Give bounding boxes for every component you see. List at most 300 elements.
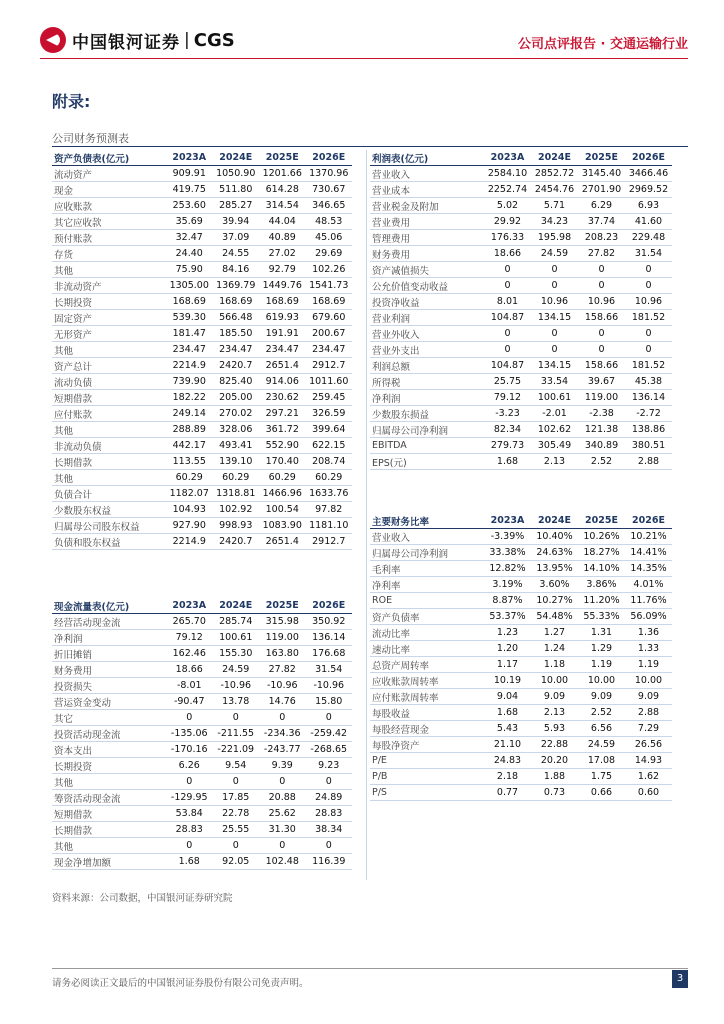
- table-row: [370, 166, 672, 182]
- value-cell: 2.13: [531, 705, 578, 721]
- value-cell: 4.01%: [625, 577, 672, 593]
- value-cell: 168.69: [213, 294, 260, 310]
- year-header-cell: 2024E: [213, 598, 260, 614]
- page-header: [0, 0, 724, 60]
- value-cell: 13.95%: [531, 561, 578, 577]
- logo-mark-icon: [40, 27, 66, 53]
- value-cell: 45.06: [306, 230, 353, 246]
- value-cell: 185.50: [213, 326, 260, 342]
- row-label-cell: 经营活动现金流: [52, 614, 166, 630]
- value-cell: 60.29: [213, 470, 260, 486]
- value-cell: 119.00: [259, 630, 306, 646]
- table-row: [52, 454, 352, 470]
- row-label-cell: 筹资活动现金流: [52, 790, 166, 806]
- value-cell: 0: [484, 326, 531, 342]
- table-row: [370, 785, 672, 801]
- row-label-cell: 资产负债率: [370, 609, 484, 625]
- value-cell: 79.12: [166, 630, 213, 646]
- value-cell: -243.77: [259, 742, 306, 758]
- row-label-cell: EPS(元): [370, 454, 484, 470]
- value-cell: 0: [166, 774, 213, 790]
- appendix-title: 附录:: [52, 92, 91, 111]
- value-cell: 1466.96: [259, 486, 306, 502]
- value-cell: 0: [625, 326, 672, 342]
- row-label-cell: 少数股东权益: [52, 502, 166, 518]
- value-cell: 234.47: [166, 342, 213, 358]
- row-label-cell: 其他: [52, 262, 166, 278]
- value-cell: 102.62: [531, 422, 578, 438]
- row-label-cell: 其他: [52, 774, 166, 790]
- value-cell: 191.91: [259, 326, 306, 342]
- value-cell: 181.47: [166, 326, 213, 342]
- table-row: [52, 262, 352, 278]
- value-cell: 0: [166, 710, 213, 726]
- value-cell: 0: [625, 278, 672, 294]
- value-cell: 285.74: [213, 614, 260, 630]
- table-row: [370, 769, 672, 785]
- value-cell: 155.30: [213, 646, 260, 662]
- value-cell: 24.59: [578, 737, 625, 753]
- value-cell: 5.71: [531, 198, 578, 214]
- row-label-cell: 存货: [52, 246, 166, 262]
- row-label-cell: P/B: [370, 769, 484, 785]
- table-header-row: [370, 150, 672, 166]
- value-cell: 340.89: [578, 438, 625, 454]
- value-cell: 1.31: [578, 625, 625, 641]
- value-cell: 37.74: [578, 214, 625, 230]
- row-label-cell: 负债合计: [52, 486, 166, 502]
- value-cell: 39.94: [213, 214, 260, 230]
- value-cell: 0: [484, 278, 531, 294]
- table-row: [370, 529, 672, 545]
- row-label-cell: P/S: [370, 785, 484, 801]
- value-cell: 10.96: [531, 294, 578, 310]
- value-cell: 24.83: [484, 753, 531, 769]
- year-header-cell: 2024E: [531, 513, 578, 529]
- value-cell: 622.15: [306, 438, 353, 454]
- row-label-cell: 长期借款: [52, 454, 166, 470]
- value-cell: 1201.66: [259, 166, 306, 182]
- value-cell: 0: [625, 262, 672, 278]
- value-cell: 0: [531, 278, 578, 294]
- row-label-cell: 归属母公司净利润: [370, 422, 484, 438]
- row-label-cell: ROE: [370, 593, 484, 609]
- value-cell: -3.23: [484, 406, 531, 422]
- table-row: [370, 278, 672, 294]
- value-cell: 97.82: [306, 502, 353, 518]
- value-cell: 2912.7: [306, 358, 353, 374]
- value-cell: 14.10%: [578, 561, 625, 577]
- year-header-cell: 2023A: [166, 150, 213, 166]
- value-cell: -10.96: [306, 678, 353, 694]
- value-cell: 10.00: [578, 673, 625, 689]
- value-cell: 27.82: [259, 662, 306, 678]
- value-cell: 82.34: [484, 422, 531, 438]
- value-cell: 2912.7: [306, 534, 353, 550]
- value-cell: 998.93: [213, 518, 260, 534]
- year-header-cell: 2025E: [578, 150, 625, 166]
- row-label-cell: 其他: [52, 422, 166, 438]
- value-cell: 121.38: [578, 422, 625, 438]
- row-label-cell: 短期借款: [52, 390, 166, 406]
- value-cell: 24.59: [213, 662, 260, 678]
- value-cell: 24.40: [166, 246, 213, 262]
- value-cell: -10.96: [259, 678, 306, 694]
- table-row: [370, 422, 672, 438]
- row-label-cell: 其它应收款: [52, 214, 166, 230]
- table-row: [370, 673, 672, 689]
- value-cell: 116.39: [306, 854, 353, 870]
- table-header-row: [52, 598, 352, 614]
- value-cell: 25.55: [213, 822, 260, 838]
- row-label-cell: 现金净增加额: [52, 854, 166, 870]
- value-cell: 10.27%: [531, 593, 578, 609]
- value-cell: 825.40: [213, 374, 260, 390]
- value-cell: 53.37%: [484, 609, 531, 625]
- table-row: [52, 838, 352, 854]
- row-label-cell: 非流动负债: [52, 438, 166, 454]
- value-cell: 158.66: [578, 358, 625, 374]
- value-cell: 380.51: [625, 438, 672, 454]
- value-cell: 739.90: [166, 374, 213, 390]
- table-row: [52, 758, 352, 774]
- row-label-cell: 投资净收益: [370, 294, 484, 310]
- value-cell: 75.90: [166, 262, 213, 278]
- value-cell: 1318.81: [213, 486, 260, 502]
- table-row: [370, 406, 672, 422]
- value-cell: 234.47: [213, 342, 260, 358]
- value-cell: 24.55: [213, 246, 260, 262]
- table-row: [370, 454, 672, 470]
- value-cell: 259.45: [306, 390, 353, 406]
- value-cell: 34.23: [531, 214, 578, 230]
- value-cell: -8.01: [166, 678, 213, 694]
- value-cell: 2.88: [625, 454, 672, 470]
- value-cell: 3466.46: [625, 166, 672, 182]
- row-label-cell: 毛利率: [370, 561, 484, 577]
- value-cell: 0.60: [625, 785, 672, 801]
- value-cell: 539.30: [166, 310, 213, 326]
- value-cell: 9.39: [259, 758, 306, 774]
- value-cell: 5.02: [484, 198, 531, 214]
- value-cell: 1633.76: [306, 486, 353, 502]
- table-row: [52, 214, 352, 230]
- table-title-cell: 主要财务比率: [370, 513, 484, 529]
- table-row: [370, 753, 672, 769]
- value-cell: 1.68: [166, 854, 213, 870]
- value-cell: 33.54: [531, 374, 578, 390]
- table-row: [52, 806, 352, 822]
- disclaimer-footer: 请务必阅读正文最后的中国银河证券股份有限公司免责声明。: [52, 978, 309, 989]
- value-cell: 0: [578, 342, 625, 358]
- table-row: [52, 726, 352, 742]
- value-cell: 102.48: [259, 854, 306, 870]
- table-row: [52, 294, 352, 310]
- cash-flow-table: [52, 598, 352, 870]
- table-row: [52, 358, 352, 374]
- table-row: [52, 774, 352, 790]
- value-cell: 56.09%: [625, 609, 672, 625]
- value-cell: 399.64: [306, 422, 353, 438]
- source-note: 资料来源：公司数据，中国银河证券研究院: [52, 893, 233, 904]
- value-cell: 181.52: [625, 310, 672, 326]
- value-cell: 2651.4: [259, 534, 306, 550]
- row-label-cell: 负债和股东权益: [52, 534, 166, 550]
- value-cell: 31.30: [259, 822, 306, 838]
- value-cell: 927.90: [166, 518, 213, 534]
- value-cell: 0: [531, 342, 578, 358]
- table-row: [52, 502, 352, 518]
- table-row: [52, 822, 352, 838]
- row-label-cell: 资产总计: [52, 358, 166, 374]
- value-cell: 234.47: [259, 342, 306, 358]
- report-category: 公司点评报告 · 交通运输行业: [518, 37, 688, 52]
- value-cell: 25.62: [259, 806, 306, 822]
- table-row: [370, 342, 672, 358]
- value-cell: 17.08: [578, 753, 625, 769]
- value-cell: -170.16: [166, 742, 213, 758]
- value-cell: 136.14: [306, 630, 353, 646]
- value-cell: 1.68: [484, 705, 531, 721]
- value-cell: 40.89: [259, 230, 306, 246]
- year-header-cell: 2026E: [306, 150, 353, 166]
- row-label-cell: 投资活动现金流: [52, 726, 166, 742]
- table-row: [52, 790, 352, 806]
- balance-sheet-table: [52, 150, 352, 550]
- value-cell: 10.26%: [578, 529, 625, 545]
- row-label-cell: 流动资产: [52, 166, 166, 182]
- table-row: [52, 534, 352, 550]
- row-label-cell: 营业税金及附加: [370, 198, 484, 214]
- table-row: [52, 646, 352, 662]
- table-header-row: [52, 150, 352, 166]
- value-cell: 0: [306, 838, 353, 854]
- value-cell: 2969.52: [625, 182, 672, 198]
- value-cell: -135.06: [166, 726, 213, 742]
- value-cell: 37.09: [213, 230, 260, 246]
- year-header-cell: 2025E: [259, 150, 306, 166]
- table-row: [52, 486, 352, 502]
- header-divider: [40, 58, 688, 59]
- table-title-cell: 现金流量表(亿元): [52, 598, 166, 614]
- value-cell: 730.67: [306, 182, 353, 198]
- table-row: [370, 737, 672, 753]
- row-label-cell: 营业收入: [370, 529, 484, 545]
- value-cell: -211.55: [213, 726, 260, 742]
- table-row: [52, 182, 352, 198]
- table-row: [370, 721, 672, 737]
- value-cell: 8.01: [484, 294, 531, 310]
- table-row: [52, 342, 352, 358]
- row-label-cell: 长期借款: [52, 822, 166, 838]
- logo-text: 中国银河证券: [72, 32, 180, 53]
- table-row: [370, 561, 672, 577]
- value-cell: 619.93: [259, 310, 306, 326]
- value-cell: 38.34: [306, 822, 353, 838]
- value-cell: 48.53: [306, 214, 353, 230]
- table-row: [370, 310, 672, 326]
- row-label-cell: 折旧摊销: [52, 646, 166, 662]
- value-cell: 0: [484, 342, 531, 358]
- value-cell: 229.48: [625, 230, 672, 246]
- row-label-cell: 净利润: [52, 630, 166, 646]
- value-cell: 20.20: [531, 753, 578, 769]
- value-cell: 100.54: [259, 502, 306, 518]
- value-cell: 2252.74: [484, 182, 531, 198]
- value-cell: 60.29: [306, 470, 353, 486]
- value-cell: 168.69: [259, 294, 306, 310]
- value-cell: 134.15: [531, 358, 578, 374]
- year-header-cell: 2023A: [484, 150, 531, 166]
- value-cell: 176.68: [306, 646, 353, 662]
- value-cell: 279.73: [484, 438, 531, 454]
- value-cell: 326.59: [306, 406, 353, 422]
- value-cell: 11.76%: [625, 593, 672, 609]
- value-cell: 18.66: [166, 662, 213, 678]
- value-cell: 6.56: [578, 721, 625, 737]
- value-cell: 914.06: [259, 374, 306, 390]
- financial-ratios-table: [370, 513, 672, 801]
- value-cell: -259.42: [306, 726, 353, 742]
- value-cell: -10.96: [213, 678, 260, 694]
- row-label-cell: 速动比率: [370, 641, 484, 657]
- value-cell: 1083.90: [259, 518, 306, 534]
- value-cell: 0: [259, 838, 306, 854]
- table-row: [52, 678, 352, 694]
- table-row: [52, 470, 352, 486]
- value-cell: 5.43: [484, 721, 531, 737]
- value-cell: 10.96: [578, 294, 625, 310]
- value-cell: 1369.79: [213, 278, 260, 294]
- value-cell: 253.60: [166, 198, 213, 214]
- value-cell: 28.83: [306, 806, 353, 822]
- value-cell: 2.88: [625, 705, 672, 721]
- row-label-cell: 流动比率: [370, 625, 484, 641]
- table-row: [370, 609, 672, 625]
- value-cell: -90.47: [166, 694, 213, 710]
- value-cell: 1.68: [484, 454, 531, 470]
- value-cell: 41.60: [625, 214, 672, 230]
- year-header-cell: 2026E: [306, 598, 353, 614]
- value-cell: 12.82%: [484, 561, 531, 577]
- value-cell: 102.92: [213, 502, 260, 518]
- value-cell: 614.28: [259, 182, 306, 198]
- row-label-cell: 其他: [52, 342, 166, 358]
- value-cell: 54.48%: [531, 609, 578, 625]
- value-cell: 27.82: [578, 246, 625, 262]
- value-cell: 10.96: [625, 294, 672, 310]
- table-row: [370, 689, 672, 705]
- value-cell: 195.98: [531, 230, 578, 246]
- row-label-cell: 其他: [52, 838, 166, 854]
- table-subtitle: 公司财务预测表: [52, 132, 129, 145]
- value-cell: 0: [578, 278, 625, 294]
- value-cell: 2.52: [578, 705, 625, 721]
- row-label-cell: 资本支出: [52, 742, 166, 758]
- value-cell: 2701.90: [578, 182, 625, 198]
- value-cell: 33.38%: [484, 545, 531, 561]
- value-cell: -268.65: [306, 742, 353, 758]
- table-row: [370, 390, 672, 406]
- row-label-cell: 其它: [52, 710, 166, 726]
- row-label-cell: 无形资产: [52, 326, 166, 342]
- value-cell: 10.00: [625, 673, 672, 689]
- value-cell: 5.93: [531, 721, 578, 737]
- row-label-cell: 财务费用: [52, 662, 166, 678]
- value-cell: 0: [166, 838, 213, 854]
- table-row: [370, 294, 672, 310]
- value-cell: 18.27%: [578, 545, 625, 561]
- table-row: [370, 326, 672, 342]
- value-cell: 0.66: [578, 785, 625, 801]
- row-label-cell: 长期投资: [52, 758, 166, 774]
- table-row: [52, 406, 352, 422]
- value-cell: 79.12: [484, 390, 531, 406]
- row-label-cell: 流动负债: [52, 374, 166, 390]
- value-cell: -221.09: [213, 742, 260, 758]
- value-cell: 22.78: [213, 806, 260, 822]
- value-cell: 104.87: [484, 310, 531, 326]
- value-cell: 35.69: [166, 214, 213, 230]
- value-cell: 0: [484, 262, 531, 278]
- value-cell: 176.33: [484, 230, 531, 246]
- value-cell: 1.29: [578, 641, 625, 657]
- year-header-cell: 2025E: [578, 513, 625, 529]
- value-cell: 0: [531, 326, 578, 342]
- value-cell: 9.09: [531, 689, 578, 705]
- value-cell: 346.65: [306, 198, 353, 214]
- value-cell: 3145.40: [578, 166, 625, 182]
- value-cell: 24.59: [531, 246, 578, 262]
- row-label-cell: 其他: [52, 470, 166, 486]
- value-cell: 45.38: [625, 374, 672, 390]
- value-cell: 1.36: [625, 625, 672, 641]
- row-label-cell: 少数股东损益: [370, 406, 484, 422]
- row-label-cell: 营业成本: [370, 182, 484, 198]
- value-cell: 60.29: [166, 470, 213, 486]
- row-label-cell: 归属母公司股东权益: [52, 518, 166, 534]
- row-label-cell: 营业外收入: [370, 326, 484, 342]
- table-row: [370, 262, 672, 278]
- table-row: [52, 310, 352, 326]
- value-cell: 234.47: [306, 342, 353, 358]
- value-cell: 11.20%: [578, 593, 625, 609]
- value-cell: 288.89: [166, 422, 213, 438]
- table-row: [370, 641, 672, 657]
- value-cell: 1370.96: [306, 166, 353, 182]
- value-cell: 6.29: [578, 198, 625, 214]
- value-cell: 2651.4: [259, 358, 306, 374]
- value-cell: 1.19: [578, 657, 625, 673]
- value-cell: 17.85: [213, 790, 260, 806]
- table-row: [52, 662, 352, 678]
- income-statement-table: [370, 150, 672, 470]
- value-cell: 2584.10: [484, 166, 531, 182]
- year-header-cell: 2024E: [531, 150, 578, 166]
- year-header-cell: 2026E: [625, 513, 672, 529]
- value-cell: 55.33%: [578, 609, 625, 625]
- value-cell: 0: [213, 774, 260, 790]
- table-row: [52, 614, 352, 630]
- value-cell: 350.92: [306, 614, 353, 630]
- value-cell: 361.72: [259, 422, 306, 438]
- value-cell: 0: [259, 774, 306, 790]
- table-row: [370, 246, 672, 262]
- value-cell: 44.04: [259, 214, 306, 230]
- table-row: [370, 182, 672, 198]
- table-row: [52, 518, 352, 534]
- value-cell: 113.55: [166, 454, 213, 470]
